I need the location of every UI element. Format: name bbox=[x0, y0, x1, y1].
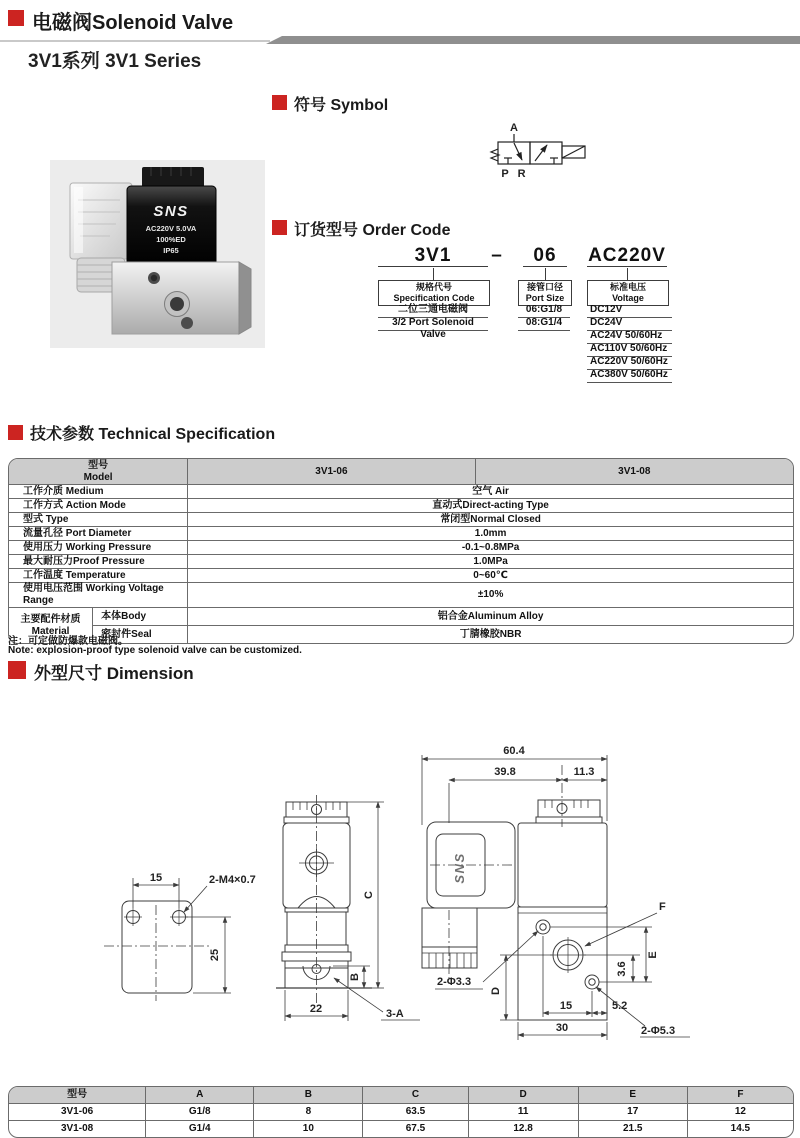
voltage-option: DC24V bbox=[587, 317, 672, 331]
plate-drawing bbox=[104, 878, 231, 1001]
underline bbox=[587, 266, 667, 267]
dim-total-width: 60.4 bbox=[503, 745, 525, 757]
table-row: 密封件Seal 丁腈橡胶NBR bbox=[9, 626, 794, 644]
table-row: 最大耐压力Proof Pressure 1.0MPa bbox=[9, 555, 794, 569]
red-bullet-icon bbox=[272, 95, 287, 110]
table-header-row: 型号 A B C D E F bbox=[9, 1087, 794, 1104]
underline bbox=[523, 266, 567, 267]
side-brand-text: SNS bbox=[452, 852, 467, 884]
underline bbox=[378, 266, 488, 267]
header-model bbox=[9, 459, 188, 485]
dim-thread-label: 2-M4×0.7 bbox=[209, 874, 256, 886]
port-size-box bbox=[518, 280, 572, 306]
port-option: 08:G1/4 bbox=[518, 317, 570, 331]
divider-bar bbox=[266, 36, 800, 44]
spec-desc-en: 3/2 Port Solenoid Valve bbox=[378, 317, 488, 331]
order-code-port: 06 bbox=[533, 245, 557, 266]
spec-table bbox=[8, 458, 794, 644]
pneumatic-symbol bbox=[455, 118, 635, 196]
table-row: 3V1-06 G1/8 8 63.5 11 17 12 bbox=[9, 1104, 794, 1121]
page-title: 电磁阀Solenoid Valve bbox=[32, 12, 234, 34]
port-size-cn: 接管口径 bbox=[526, 282, 563, 293]
dim-hole-pitch: 15 bbox=[559, 1000, 573, 1012]
order-code-dash: – bbox=[491, 245, 503, 266]
table-row: 使用压力 Working Pressure -0.1~0.8MPa bbox=[9, 541, 794, 555]
dim-height-c: C bbox=[363, 891, 375, 899]
voltage-option: AC110V 50/60Hz bbox=[587, 343, 672, 357]
material-en: Material bbox=[31, 625, 70, 637]
port-size-en: Port Size bbox=[525, 293, 565, 303]
voltage-cn: 标准电压 bbox=[609, 282, 646, 293]
dim-5-2: 5.2 bbox=[612, 1000, 628, 1012]
product-photo bbox=[50, 160, 265, 348]
header-3v1-08: 3V1-08 bbox=[475, 459, 793, 485]
dimension-drawings bbox=[0, 695, 800, 1080]
table-row: 使用电压范围 Working Voltage Range ±10% bbox=[9, 583, 794, 608]
order-code-voltage: AC220V bbox=[588, 245, 666, 266]
voltage-option: DC12V bbox=[587, 304, 672, 318]
table-row: 流量孔径 Port Diameter 1.0mm bbox=[9, 527, 794, 541]
dim-body-width: 22 bbox=[309, 1003, 323, 1015]
table-row: 工作介质 Medium 空气 Air bbox=[9, 485, 794, 499]
connector-line bbox=[627, 268, 628, 280]
coil-brand-text: SNS bbox=[153, 203, 189, 220]
symbol-port-pr: P R bbox=[501, 168, 529, 180]
front-view-drawing bbox=[276, 795, 420, 1021]
voltage-option: AC380V 50/60Hz bbox=[587, 369, 672, 383]
spec-code-en: Specification Code bbox=[393, 293, 475, 303]
symbol-port-a: A bbox=[510, 122, 518, 134]
table-row: 工作方式 Action Mode 直动式Direct-acting Type bbox=[9, 499, 794, 513]
coil-ip-text: IP65 bbox=[163, 246, 179, 255]
table-row: 3V1-08 G1/4 10 67.5 12.8 21.5 14.5 bbox=[9, 1121, 794, 1138]
dim-3-6: 3.6 bbox=[616, 961, 628, 977]
dimension-heading: 外型尺寸 Dimension bbox=[34, 664, 194, 683]
dim-big-holes-label: 2-Φ5.3 bbox=[641, 1025, 676, 1037]
spec-code-cn: 规格代号 bbox=[415, 282, 452, 293]
dim-cap-offset: 11.3 bbox=[573, 766, 595, 778]
spec-desc-cn: 二位三通电磁阀 bbox=[378, 304, 488, 318]
dim-small-holes-label: 2-Φ3.3 bbox=[437, 976, 472, 988]
coil-duty-text: 100%ED bbox=[156, 235, 186, 244]
dim-f: F bbox=[659, 901, 666, 913]
dim-d: D bbox=[490, 987, 502, 995]
valve-body bbox=[112, 262, 251, 334]
voltage-option: AC24V 50/60Hz bbox=[587, 330, 672, 344]
dim-coil-width: 39.8 bbox=[494, 766, 516, 778]
order-code-heading: 订货型号 Order Code bbox=[294, 222, 451, 239]
divider-line bbox=[0, 40, 270, 42]
material-cn: 主要配件材质 bbox=[20, 613, 81, 625]
voltage-option: AC220V 50/60Hz bbox=[587, 356, 672, 370]
note-en: Note: explosion-proof type solenoid valve can be customized. bbox=[8, 645, 302, 656]
connector-line bbox=[433, 268, 434, 280]
coil-voltage-text: AC220V 5.0VA bbox=[145, 224, 197, 233]
dim-plate-height: 25 bbox=[209, 948, 221, 962]
dim-e: E bbox=[647, 951, 659, 959]
dim-30: 30 bbox=[555, 1022, 569, 1034]
series-title: 3V1系列 3V1 Series bbox=[28, 51, 202, 72]
order-code-model: 3V1 bbox=[414, 245, 452, 266]
red-bullet-icon bbox=[272, 220, 287, 235]
model-cn: 型号 bbox=[88, 459, 109, 471]
red-bullet-icon bbox=[8, 425, 23, 440]
red-bullet-icon bbox=[8, 10, 24, 26]
spec-code-box bbox=[378, 280, 490, 306]
header-3v1-06: 3V1-06 bbox=[188, 459, 475, 485]
table-row: 工作温度 Temperature 0~60℃ bbox=[9, 569, 794, 583]
voltage-en: Voltage bbox=[612, 293, 644, 303]
note-cn: 注：可定做防爆款电磁阀。 bbox=[8, 636, 128, 647]
symbol-heading: 符号 Symbol bbox=[294, 97, 389, 114]
connector-line bbox=[545, 268, 546, 280]
table-row: 型式 Type 常闭型Normal Closed bbox=[9, 513, 794, 527]
table-header-row bbox=[9, 459, 794, 485]
red-bullet-icon bbox=[8, 661, 26, 679]
table-row: 主要配件材质 Material 本体Body 铝合金Aluminum Alloy bbox=[9, 608, 794, 626]
port-option: 06:G1/8 bbox=[518, 304, 570, 318]
dimension-table bbox=[8, 1086, 794, 1138]
model-en: Model bbox=[83, 471, 113, 483]
side-view-drawing bbox=[422, 755, 690, 1040]
dim-b: B bbox=[349, 973, 361, 981]
dim-port-label: 3-A bbox=[386, 1008, 404, 1020]
dim-plate-hole-pitch: 15 bbox=[149, 872, 163, 884]
voltage-box bbox=[587, 280, 669, 306]
spec-heading: 技术参数 Technical Specification bbox=[30, 426, 276, 443]
